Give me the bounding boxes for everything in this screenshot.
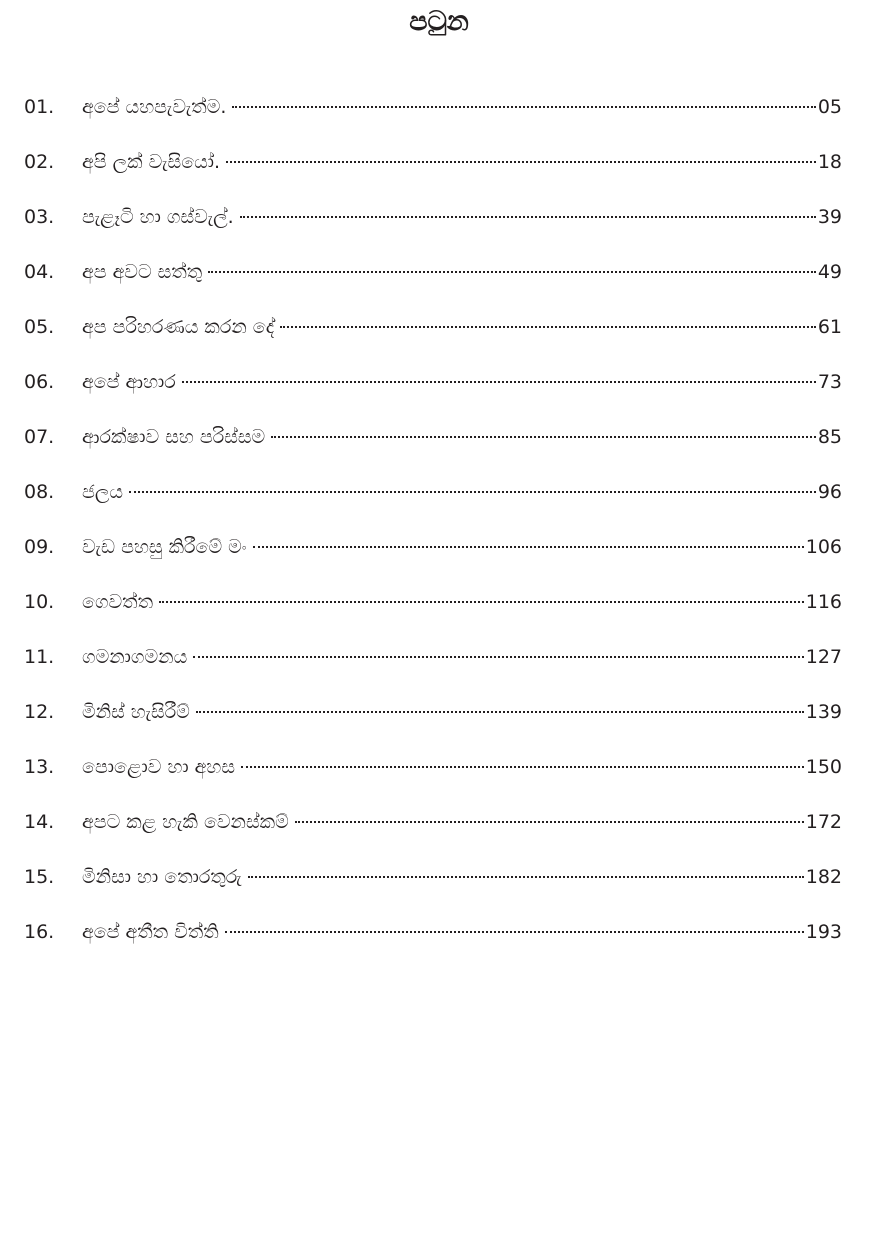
dot-leader xyxy=(241,766,804,768)
toc-entry-page: 61 xyxy=(817,316,842,338)
dot-leader xyxy=(240,216,816,218)
dot-leader xyxy=(208,271,816,273)
toc-entry-title: ගමනාගමනය xyxy=(82,646,188,668)
toc-entry-title: අප පරිහරණය කරන දේ xyxy=(82,316,275,338)
toc-entry-page: 49 xyxy=(817,261,842,283)
toc-entry-title: මිනිස් හැසිරීම් xyxy=(82,701,190,723)
dot-leader xyxy=(248,876,804,878)
toc-entry-number: 09. xyxy=(24,536,55,558)
dot-leader xyxy=(129,491,816,493)
toc-entry-title: පැළෑටි හා ගස්වැල්. xyxy=(82,206,234,228)
dot-leader xyxy=(193,656,803,658)
toc-entry xyxy=(24,199,842,254)
toc-entry-number: 13. xyxy=(24,756,55,778)
toc-entry xyxy=(24,639,842,694)
toc-entry-title: අපි ලක් වැසියෝ. xyxy=(82,151,221,173)
toc-entry-page: 05 xyxy=(817,96,842,118)
table-of-contents xyxy=(24,89,842,969)
toc-entry-title: අප අවට සත්තු xyxy=(82,261,203,283)
dot-leader xyxy=(295,821,804,823)
toc-entry-number: 12. xyxy=(24,701,55,723)
toc-entry xyxy=(24,859,842,914)
dot-leader xyxy=(225,931,804,933)
toc-entry xyxy=(24,914,842,969)
toc-entry-page: 116 xyxy=(805,591,842,613)
dot-leader xyxy=(159,601,804,603)
toc-entry-page: 18 xyxy=(817,151,842,173)
toc-entry-number: 02. xyxy=(24,151,55,173)
toc-entry-number: 15. xyxy=(24,866,55,888)
toc-entry-number: 04. xyxy=(24,261,55,283)
dot-leader xyxy=(196,711,804,713)
toc-entry-title: අපේ ආහාර xyxy=(82,371,176,393)
toc-entry-number: 10. xyxy=(24,591,55,613)
toc-entry xyxy=(24,529,842,584)
dot-leader xyxy=(253,546,804,548)
toc-entry-number: 03. xyxy=(24,206,55,228)
toc-entry xyxy=(24,694,842,749)
toc-entry-title: ජලය xyxy=(82,481,124,503)
dot-leader xyxy=(182,381,816,383)
toc-entry-number: 06. xyxy=(24,371,55,393)
toc-entry-page: 85 xyxy=(817,426,842,448)
toc-entry xyxy=(24,364,842,419)
toc-entry-title: අපේ අතීත විත්ති xyxy=(82,921,219,943)
toc-entry xyxy=(24,309,842,364)
toc-entry-page: 73 xyxy=(817,371,842,393)
toc-entry xyxy=(24,144,842,199)
dot-leader xyxy=(271,436,816,438)
toc-entry-page: 150 xyxy=(805,756,842,778)
toc-entry xyxy=(24,474,842,529)
toc-entry-title: වැඩ පහසු කිරීමේ මං xyxy=(82,536,247,558)
toc-entry-title: ගෙවත්ත xyxy=(82,591,154,613)
toc-entry-page: 106 xyxy=(805,536,842,558)
toc-entry-title: මිනිසා හා තොරතුරු xyxy=(82,866,242,888)
toc-entry-title: අපේ යහපැවැත්ම. xyxy=(82,96,227,118)
toc-entry-number: 05. xyxy=(24,316,55,338)
toc-entry-page: 96 xyxy=(817,481,842,503)
toc-entry-page: 193 xyxy=(805,921,842,943)
toc-entry-title: ආරක්ෂාව සහ පරිස්සම xyxy=(82,426,266,448)
toc-entry-number: 07. xyxy=(24,426,55,448)
dot-leader xyxy=(226,161,816,163)
toc-entry xyxy=(24,254,842,309)
toc-entry-number: 11. xyxy=(24,646,55,668)
toc-entry xyxy=(24,89,842,144)
toc-entry-page: 172 xyxy=(805,811,842,833)
page-title: පටුන xyxy=(409,6,469,37)
toc-entry-title: පොළොව හා අහස xyxy=(82,756,236,778)
toc-entry-page: 127 xyxy=(805,646,842,668)
toc-entry-title: අපට කළ හැකි වෙනස්කම් xyxy=(82,811,289,833)
toc-entry-number: 08. xyxy=(24,481,55,503)
toc-entry-number: 14. xyxy=(24,811,55,833)
toc-entry-number: 16. xyxy=(24,921,55,943)
toc-entry-page: 182 xyxy=(805,866,842,888)
toc-entry-page: 39 xyxy=(817,206,842,228)
toc-entry-page: 139 xyxy=(805,701,842,723)
toc-entry-number: 01. xyxy=(24,96,55,118)
toc-entry xyxy=(24,419,842,474)
toc-entry xyxy=(24,584,842,639)
toc-entry xyxy=(24,804,842,859)
toc-entry xyxy=(24,749,842,804)
dot-leader xyxy=(232,106,815,108)
dot-leader xyxy=(280,326,816,328)
